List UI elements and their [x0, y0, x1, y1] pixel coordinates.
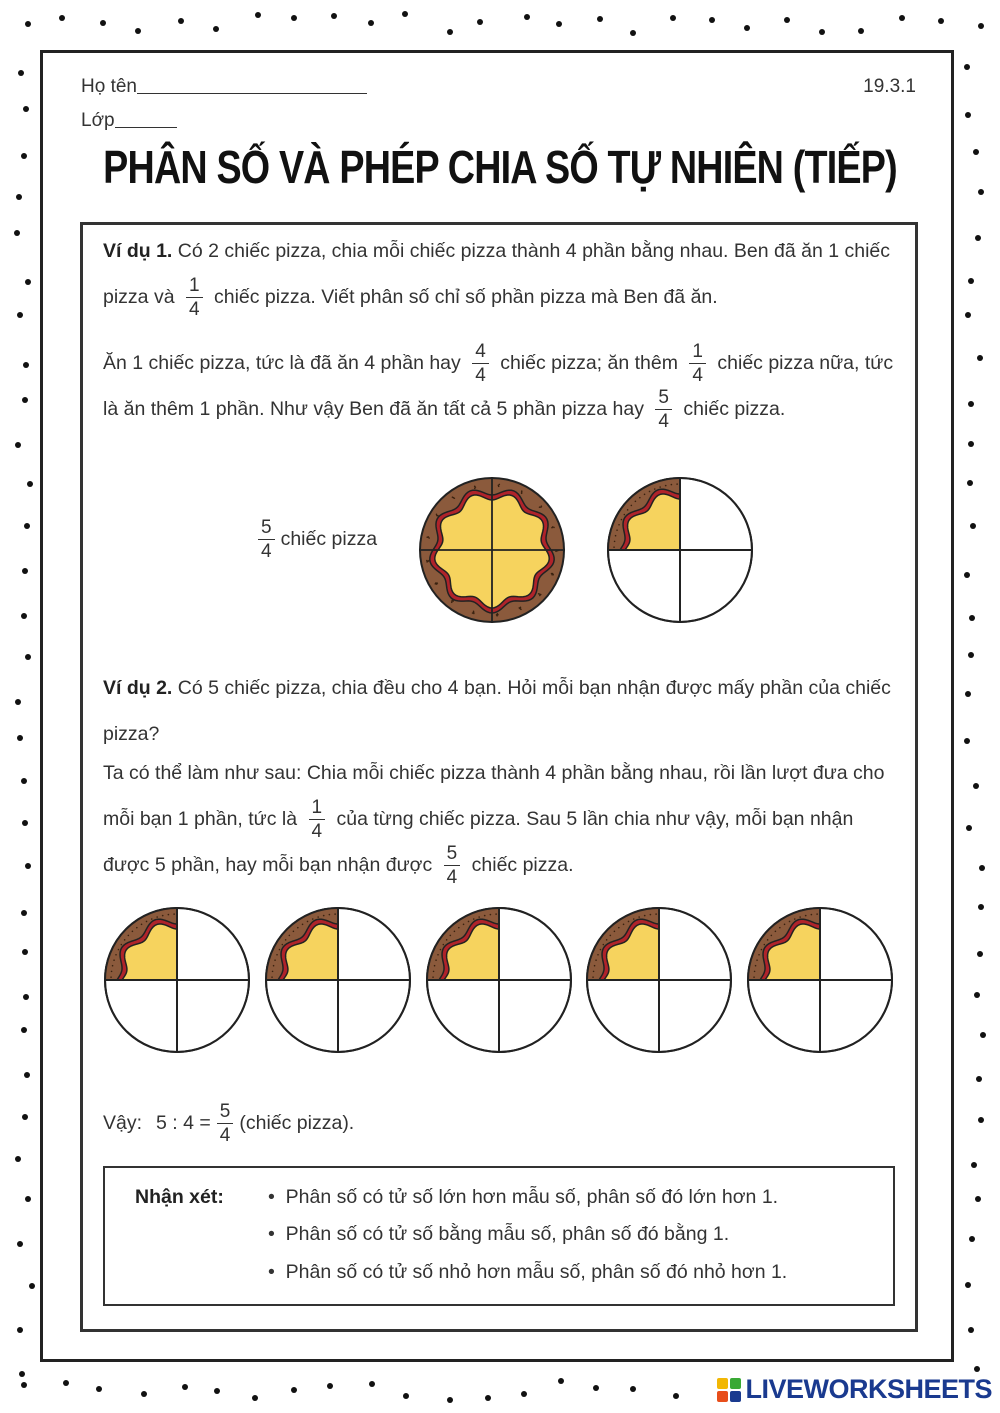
border-dot	[968, 1327, 974, 1333]
border-dot	[447, 29, 453, 35]
border-dot	[597, 16, 603, 22]
quarter-pizza-image	[101, 904, 253, 1056]
remark-item: • Phân số có tử số lớn hơn mẫu số, phân số đó lớn hơn 1.	[268, 1186, 779, 1208]
border-dot	[23, 994, 29, 1000]
border-dot	[978, 189, 984, 195]
border-dot	[784, 17, 790, 23]
border-dot	[968, 401, 974, 407]
page-title: PHÂN SỐ VÀ PHÉP CHIA SỐ TỰ NHIÊN (TIẾP)	[103, 141, 897, 193]
border-dot	[291, 1387, 297, 1393]
border-dot	[971, 1162, 977, 1168]
border-dot	[976, 1076, 982, 1082]
border-dot	[670, 15, 676, 21]
border-dot	[975, 1196, 981, 1202]
border-dot	[477, 19, 483, 25]
border-dot	[485, 1395, 491, 1401]
border-dot	[447, 1397, 453, 1403]
quarter-pizza-image	[423, 904, 575, 1056]
border-dot	[968, 278, 974, 284]
fraction-5-4: $\frac{5}{4}$	[217, 1102, 234, 1145]
border-dot	[558, 1378, 564, 1384]
border-dot	[403, 1393, 409, 1399]
example-1-solution: Ăn 1 chiếc pizza, tức là đã ăn 4 phần hay $\frac{4}{4}$ chiếc pizza; ăn thêm $\frac{1}{4}$ chiếc pizza nữa, tức là ăn thêm 1 phần. Như vậy Ben đã ăn tất cả 5 phần pizza hay $\frac{5}{4}$ chiếc pizza.	[103, 341, 894, 433]
border-dot	[21, 1027, 27, 1033]
border-dot	[978, 23, 984, 29]
border-dot	[135, 28, 141, 34]
border-dot	[27, 481, 33, 487]
border-dot	[17, 1241, 23, 1247]
border-dot	[17, 1327, 23, 1333]
fraction-5-4: $\frac{5}{4}$	[444, 844, 461, 887]
border-dot	[368, 20, 374, 26]
example-2-solution: Ta có thể làm như sau: Chia mỗi chiếc pizza thành 4 phần bằng nhau, rồi lần lượt đưa cho mỗi bạn 1 phần, tức là $\frac{1}{4}$ của từng chiếc pizza. Sau 5 lần chia như vậy, mỗi bạn nhận được 5 phần, hay mỗi bạn nhận được $\frac{5}{4}$ chiếc pizza.	[103, 762, 885, 889]
fraction-5-4: $\frac{5}{4}$	[258, 518, 275, 561]
border-dot	[965, 1282, 971, 1288]
border-dot	[964, 738, 970, 744]
border-dot	[979, 865, 985, 871]
border-dot	[178, 18, 184, 24]
border-dot	[25, 654, 31, 660]
border-dot	[25, 21, 31, 27]
border-dot	[402, 11, 408, 17]
fraction-1-4: $\frac{1}{4}$	[309, 798, 326, 841]
border-dot	[630, 30, 636, 36]
liveworksheets-logo-icon	[716, 1377, 742, 1403]
border-dot	[978, 1117, 984, 1123]
border-dot	[14, 230, 20, 236]
border-dot	[22, 397, 28, 403]
border-dot	[966, 825, 972, 831]
border-dot	[21, 1382, 27, 1388]
border-dot	[15, 442, 21, 448]
border-dot	[964, 64, 970, 70]
border-dot	[969, 615, 975, 621]
class-blank-line[interactable]	[115, 127, 177, 128]
border-dot	[968, 441, 974, 447]
quarter-pizza-image	[262, 904, 414, 1056]
border-dot	[141, 1391, 147, 1397]
border-dot	[978, 904, 984, 910]
border-dot	[977, 951, 983, 957]
border-dot	[331, 13, 337, 19]
border-dot	[709, 17, 715, 23]
border-dot	[744, 25, 750, 31]
border-dot	[965, 112, 971, 118]
border-dot	[593, 1385, 599, 1391]
border-dot	[21, 613, 27, 619]
border-dot	[673, 1393, 679, 1399]
border-dot	[968, 652, 974, 658]
example-1-label: Ví dụ 1.	[103, 240, 173, 262]
border-dot	[63, 1380, 69, 1386]
border-dot	[22, 568, 28, 574]
border-dot	[974, 992, 980, 998]
border-dot	[970, 523, 976, 529]
fraction-5-4: $\frac{5}{4}$	[655, 388, 672, 431]
quarter-pizza-image	[744, 904, 896, 1056]
border-dot	[18, 70, 24, 76]
border-dot	[29, 1283, 35, 1289]
border-dot	[524, 14, 530, 20]
border-dot	[24, 523, 30, 529]
border-dot	[969, 1236, 975, 1242]
name-label: Họ tên	[81, 76, 137, 97]
border-dot	[819, 29, 825, 35]
border-dot	[59, 15, 65, 21]
name-blank-line[interactable]	[137, 93, 367, 94]
border-dot	[630, 1386, 636, 1392]
border-dot	[291, 15, 297, 21]
worksheet-code: 19.3.1	[863, 76, 916, 97]
border-dot	[973, 149, 979, 155]
logo-text: LIVEWORKSHEETS	[745, 1374, 992, 1404]
border-dot	[15, 1156, 21, 1162]
border-dot	[23, 362, 29, 368]
border-dot	[858, 28, 864, 34]
border-dot	[21, 153, 27, 159]
border-dot	[16, 194, 22, 200]
border-dot	[96, 1386, 102, 1392]
border-dot	[182, 1384, 188, 1390]
border-dot	[21, 910, 27, 916]
class-field[interactable]	[81, 110, 177, 132]
fraction-4-4: $\frac{4}{4}$	[472, 342, 489, 385]
border-dot	[214, 1388, 220, 1394]
border-dot	[977, 355, 983, 361]
border-dot	[973, 783, 979, 789]
border-dot	[975, 235, 981, 241]
border-dot	[19, 1371, 25, 1377]
name-field[interactable]	[81, 76, 367, 98]
border-dot	[980, 1032, 986, 1038]
border-dot	[965, 312, 971, 318]
border-dot	[17, 312, 23, 318]
example-2-question: Ví dụ 2. Có 5 chiếc pizza, chia đều cho 4 bạn. Hỏi mỗi bạn nhận được mấy phần của chiếc pizza?	[103, 677, 891, 745]
border-dot	[964, 572, 970, 578]
border-dot	[967, 480, 973, 486]
class-label: Lớp	[81, 110, 115, 131]
figure-label: $\frac{5}{4}$ chiếc pizza	[252, 518, 377, 561]
remark-item: • Phân số có tử số bằng mẫu số, phân số đó bằng 1.	[268, 1223, 730, 1245]
border-dot	[15, 699, 21, 705]
border-dot	[22, 949, 28, 955]
border-dot	[23, 106, 29, 112]
fraction-1-4: $\frac{1}{4}$	[186, 276, 203, 319]
quarter-pizza-image	[583, 904, 735, 1056]
border-dot	[965, 691, 971, 697]
remarks-label: Nhận xét:	[135, 1186, 224, 1208]
border-dot	[255, 12, 261, 18]
liveworksheets-logo[interactable]	[716, 1374, 992, 1405]
border-dot	[22, 1114, 28, 1120]
fraction-1-4: $\frac{1}{4}$	[689, 342, 706, 385]
border-dot	[21, 778, 27, 784]
example-1-question: Ví dụ 1. Có 2 chiếc pizza, chia mỗi chiếc pizza thành 4 phần bằng nhau. Ben đã ăn 1 chiếc pizza và $\frac{1}{4}$ chiếc pizza. Viết phân số chỉ số phần pizza mà Ben đã ăn.	[103, 240, 890, 321]
border-dot	[938, 18, 944, 24]
border-dot	[25, 863, 31, 869]
border-dot	[213, 26, 219, 32]
border-dot	[25, 1196, 31, 1202]
whole-pizza-image	[416, 474, 568, 626]
border-dot	[252, 1395, 258, 1401]
border-dot	[25, 279, 31, 285]
border-dot	[17, 735, 23, 741]
remark-item: • Phân số có tử số nhỏ hơn mẫu số, phân số đó nhỏ hơn 1.	[268, 1261, 788, 1283]
border-dot	[22, 820, 28, 826]
border-dot	[327, 1383, 333, 1389]
border-dot	[369, 1381, 375, 1387]
conclusion-line: Vậy: 5 : 4 = $\frac{5}{4}$ (chiếc pizza).	[103, 1101, 355, 1146]
border-dot	[974, 1366, 980, 1372]
border-dot	[24, 1072, 30, 1078]
border-dot	[899, 15, 905, 21]
example-2-label: Ví dụ 2.	[103, 677, 173, 699]
quarter-pizza-image	[604, 474, 756, 626]
border-dot	[521, 1391, 527, 1397]
border-dot	[100, 20, 106, 26]
border-dot	[556, 21, 562, 27]
